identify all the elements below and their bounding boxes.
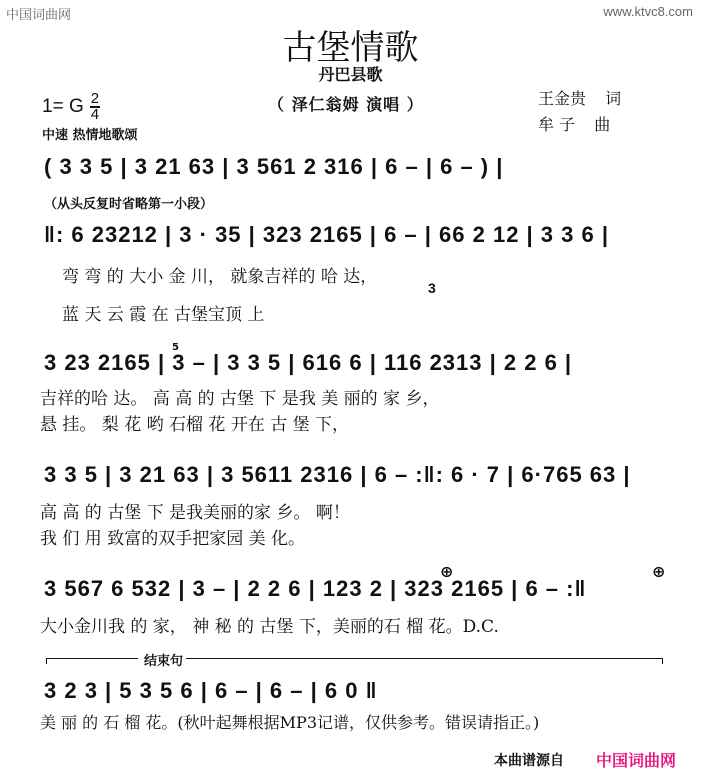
watermark-left: 中国词曲网 (6, 8, 72, 23)
ending-bracket-tick-left (46, 658, 47, 664)
lyricist-name: 王金贵 (538, 89, 587, 108)
ending-bracket-right (186, 658, 662, 659)
line3-notes: 3 23 2165 | 3 – | 3 3 5 | 616 6 | 116 2313 | 2 2 6 | (44, 350, 573, 375)
composer-name: 牟 子 (538, 115, 576, 134)
time-signature (90, 92, 100, 122)
tempo-marking: 中速 热情地歌颂 (42, 128, 138, 143)
line2-lyrics-verse1: 弯 弯 的 大小 金 川， 就象吉祥的 哈 达， (62, 267, 378, 287)
time-numerator: 2 (90, 90, 100, 107)
ending-bracket-left (46, 658, 138, 659)
ending-notes: 3 2 3 | 5 3 5 6 | 6 – | 6 – | 6 0 ‖ (44, 678, 378, 703)
performer: （ 泽仁翁姆 演唱 ） (268, 95, 424, 114)
line5-notes: 3 567 6 532 | 3 – | 2 2 6 | 123 2 | 323 2165 | 6 – :‖ (44, 576, 587, 601)
line4-notes: 3 3 5 | 3 21 63 | 3 5611 2316 | 6 – :‖: 6 · 7 | 6·765 63 | (44, 462, 631, 487)
composer-role: 曲 (594, 115, 611, 134)
line5-lyrics: 大小金川我 的 家， 神 秘 的 古堡 下，美丽的石 榴 花。D.C. (40, 617, 499, 637)
repeat-note: （从头反复时省略第一小段） (44, 197, 214, 212)
line4-lyrics-verse2: 我 们 用 致富的双手把家园 美 化。 (40, 529, 306, 549)
ending-bracket-tick-right (662, 658, 663, 664)
coda-icon: ⊕ (440, 562, 454, 581)
ending-lyrics: 美 丽 的 石 榴 花。(秋叶起舞根据MP3记谱，仅供参考。错误请指正。) (40, 713, 540, 732)
line2-grace-note: 3 (428, 280, 437, 296)
intro-notes: ( 3 3 5 | 3 21 63 | 3 561 2 316 | 6 – | 6 – ) | (44, 154, 504, 179)
key-label: 1= G (42, 96, 84, 117)
watermark-right: www.ktvc8.com (603, 4, 693, 19)
key-signature (42, 92, 100, 122)
line3-grace-note: 5 (172, 342, 179, 353)
line3-lyrics-verse1: 吉祥的哈 达。 高 高 的 古堡 下 是我 美 丽的 家 乡， (40, 389, 440, 409)
song-subtitle: 丹巴县歌 (318, 65, 383, 84)
site-name-link[interactable]: 中国词曲网 (596, 751, 677, 770)
line3-lyrics-verse2: 悬 挂。 梨 花 哟 石榴 花 开在 古 堡 下， (40, 415, 350, 435)
time-denominator: 4 (90, 106, 100, 123)
lyricist-credit (538, 86, 621, 109)
coda-icon-2: ⊕ (652, 562, 666, 581)
ending-label: 结束句 (142, 650, 185, 669)
line2-notes: ‖: 6 23212 | 3 · 35 | 323 2165 | 6 – | 66 2 12 | 3 3 6 | (44, 222, 610, 247)
lyricist-role: 词 (605, 89, 622, 108)
composer-credit (538, 112, 610, 135)
line4-lyrics-verse1: 高 高 的 古堡 下 是我美丽的家 乡。 啊！ (40, 503, 350, 523)
source-label: 本曲谱源自 (494, 753, 564, 769)
line2-lyrics-verse2: 蓝 天 云 霞 在 古堡宝顶 上 (62, 305, 265, 325)
song-title: 古堡情歌 (282, 28, 419, 68)
